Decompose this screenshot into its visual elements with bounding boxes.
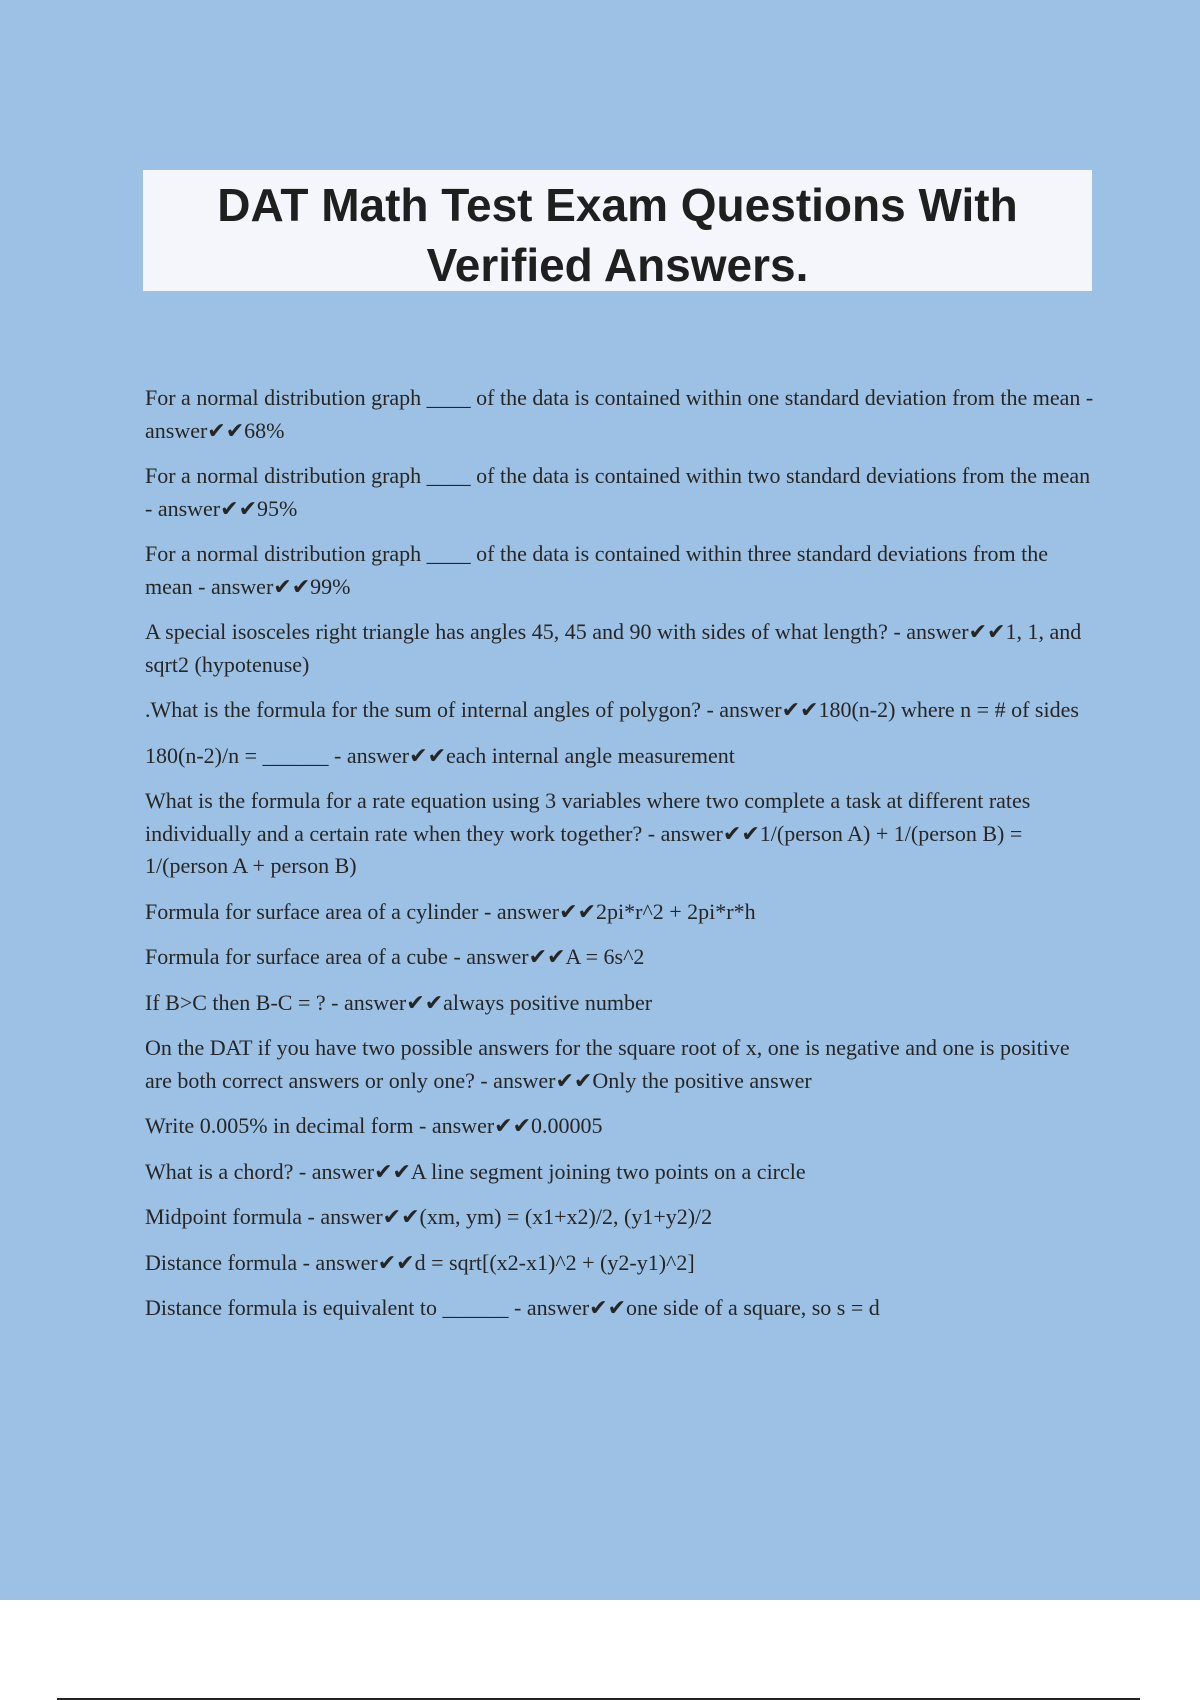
qa-list xyxy=(145,382,1095,1338)
qa-item: Formula for surface area of a cube - answer✔✔A = 6s^2 xyxy=(145,944,645,969)
qa-item: Midpoint formula - answer✔✔(xm, ym) = (x1+x2)/2, (y1+y2)/2 xyxy=(145,1204,713,1229)
qa-item: 180(n-2)/n = ______ - answer✔✔each internal angle measurement xyxy=(145,742,735,768)
qa-item: On the DAT if you have two possible answers for the square root of x, one is negative and one is positive are both correct answers or only one? - answer✔✔Only the positive answer xyxy=(145,1035,1070,1093)
qa-item: For a normal distribution graph ____ of the data is contained within two standard deviations from the mean - answer✔✔95% xyxy=(145,463,1091,521)
title-box xyxy=(143,170,1092,291)
qa-item: What is a chord? - answer✔✔A line segment joining two points on a circle xyxy=(145,1158,806,1184)
qa-item: For a normal distribution graph ____ of the data is contained within three standard deviations from the mean - answer✔✔99% xyxy=(145,541,1049,599)
qa-item: If B>C then B-C = ? - answer✔✔always positive number xyxy=(145,989,653,1015)
qa-item: Distance formula - answer✔✔d = sqrt[(x2-x1)^2 + (y2-y1)^2] xyxy=(145,1249,695,1275)
qa-item: A special isosceles right triangle has angles 45, 45 and 90 with sides of what length? - answer✔✔1, 1, and sqrt2 (hypotenuse) xyxy=(145,619,1082,677)
qa-item: Write 0.005% in decimal form - answer✔✔0.00005 xyxy=(145,1113,603,1138)
qa-item: What is the formula for a rate equation using 3 variables where two complete a task at different rates individually and a certain rate when they work together? - answer✔✔1/(person A) + 1/(person B) = 1/(person A + person B) xyxy=(145,788,1031,878)
qa-item: .What is the formula for the sum of internal angles of polygon? - answer✔✔180(n-2) where n = # of sides xyxy=(145,697,1079,722)
qa-item: Distance formula is equivalent to ______ - answer✔✔one side of a square, so s = d xyxy=(145,1295,880,1320)
qa-item: Formula for surface area of a cylinder - answer✔✔2pi*r^2 + 2pi*r*h xyxy=(145,898,756,924)
qa-item: For a normal distribution graph ____ of the data is contained within one standard deviation from the mean - answer✔✔68% xyxy=(145,385,1094,443)
document-title: DAT Math Test Exam Questions With Verified Answers. xyxy=(217,179,1018,291)
